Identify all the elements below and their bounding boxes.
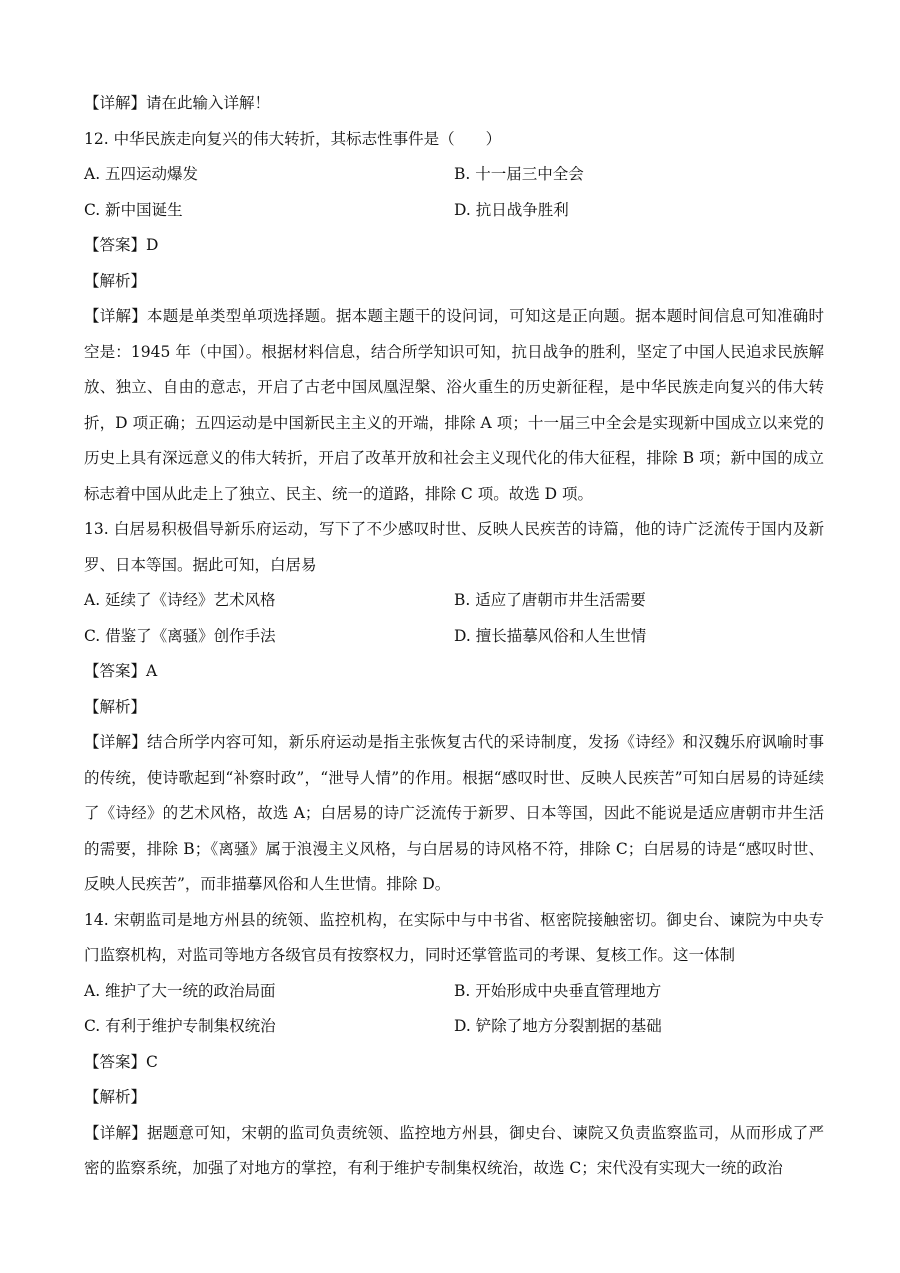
answer: 【答案】A [84,662,158,680]
option-b: B. 十一届三中全会 [454,165,584,183]
option-c: C. 有利于维护专制集权统治 [84,1017,276,1035]
question-stem: 13. 白居易积极倡导新乐府运动，写下了不少感叹时世、反映人民疾苦的诗篇，他的诗广泛流传于国内及新罗、日本等国。据此可知，白居易 [84,520,824,574]
options-row [84,157,824,193]
question-stem: 14. 宋朝监司是地方州县的统领、监控机构，在实际中与中书省、枢密院接触密切。御史台、谏院为中央专门监察机构，对监司等地方各级官员有按察权力，同时还掌管监司的考课、复核工作。这一体制 [84,910,824,964]
detail-paragraph: 【详解】本题是单类型单项选择题。据本题主题干的设问词，可知这是正向题。据本题时间信息可知准确时空是：1945 年（中国）。根据材料信息，结合所学知识可知，抗日战争的胜利，坚定了中国人民追求民族解放、独立、自由的意志，开启了古老中国凤凰涅槃、浴火重生的历史新征程，是中华民族走向复兴的伟大转折，D 项正确；五四运动是中国新民主主义的开端，排除 A 项；十一届三中全会是实现新中国成立以来党的历史上具有深远意义的伟大转折，开启了改革开放和社会主义现代化的伟大征程，排除 B 项；新中国的成立标志着中国从此走上了独立、民主、统一的道路，排除 C 项。故选 D 项。 [84,307,824,503]
detail-paragraph: 【详解】结合所学内容可知，新乐府运动是指主张恢复古代的采诗制度，发扬《诗经》和汉魏乐府讽喻时事的传统，使诗歌起到“补察时政”，“泄导人情”的作用。根据“感叹时世、反映人民疾苦”可知白居易的诗延续了《诗经》的艺术风格，故选 A；白居易的诗广泛流传于新罗、日本等国，因此不能说是适应唐朝市井生活的需要，排除 B；《离骚》属于浪漫主义风格，与白居易的诗风格不符，排除 C；白居易的诗是“感叹时世、反映人民疾苦”，而非描摹风俗和人生世情。排除 D。 [84,733,824,893]
options-row [84,974,824,1010]
document-content [84,86,824,1187]
options-row [84,1009,824,1045]
question-14 [84,903,824,1187]
answer: 【答案】C [84,1052,158,1071]
analysis-heading: 【解析】 [84,1088,147,1106]
analysis-heading: 【解析】 [84,697,147,716]
option-d: D. 铲除了地方分裂割据的基础 [454,1017,662,1035]
question-stem: 12. 中华民族走向复兴的伟大转折，其标志性事件是（ ） [84,129,502,148]
option-c: C. 借鉴了《离骚》创作手法 [84,626,276,645]
option-c: C. 新中国诞生 [84,200,183,219]
option-a: A. 维护了大一统的政治局面 [84,981,276,1000]
question-13 [84,512,824,903]
option-a: A. 延续了《诗经》艺术风格 [84,591,276,609]
option-b: B. 开始形成中央垂直管理地方 [454,981,662,1000]
option-d: D. 抗日战争胜利 [454,200,569,219]
option-d: D. 擅长描摹风俗和人生世情 [454,626,647,645]
options-row [84,583,824,619]
option-a: A. 五四运动爆发 [84,165,199,183]
question-12 [84,122,824,513]
options-row [84,619,824,655]
answer: 【答案】D [84,236,159,254]
intro-detail: 【详解】请在此输入详解！ [84,94,271,112]
detail-paragraph: 【详解】据题意可知，宋朝的监司负责统领、监控地方州县，御史台、谏院又负责监察监司，从而形成了严密的监察系统，加强了对地方的掌控，有利于维护专制集权统治，故选 C；宋代没有实现大一统的政治 [84,1123,824,1177]
options-row [84,193,824,229]
analysis-heading: 【解析】 [84,271,147,290]
option-b: B. 适应了唐朝市井生活需要 [454,591,646,609]
